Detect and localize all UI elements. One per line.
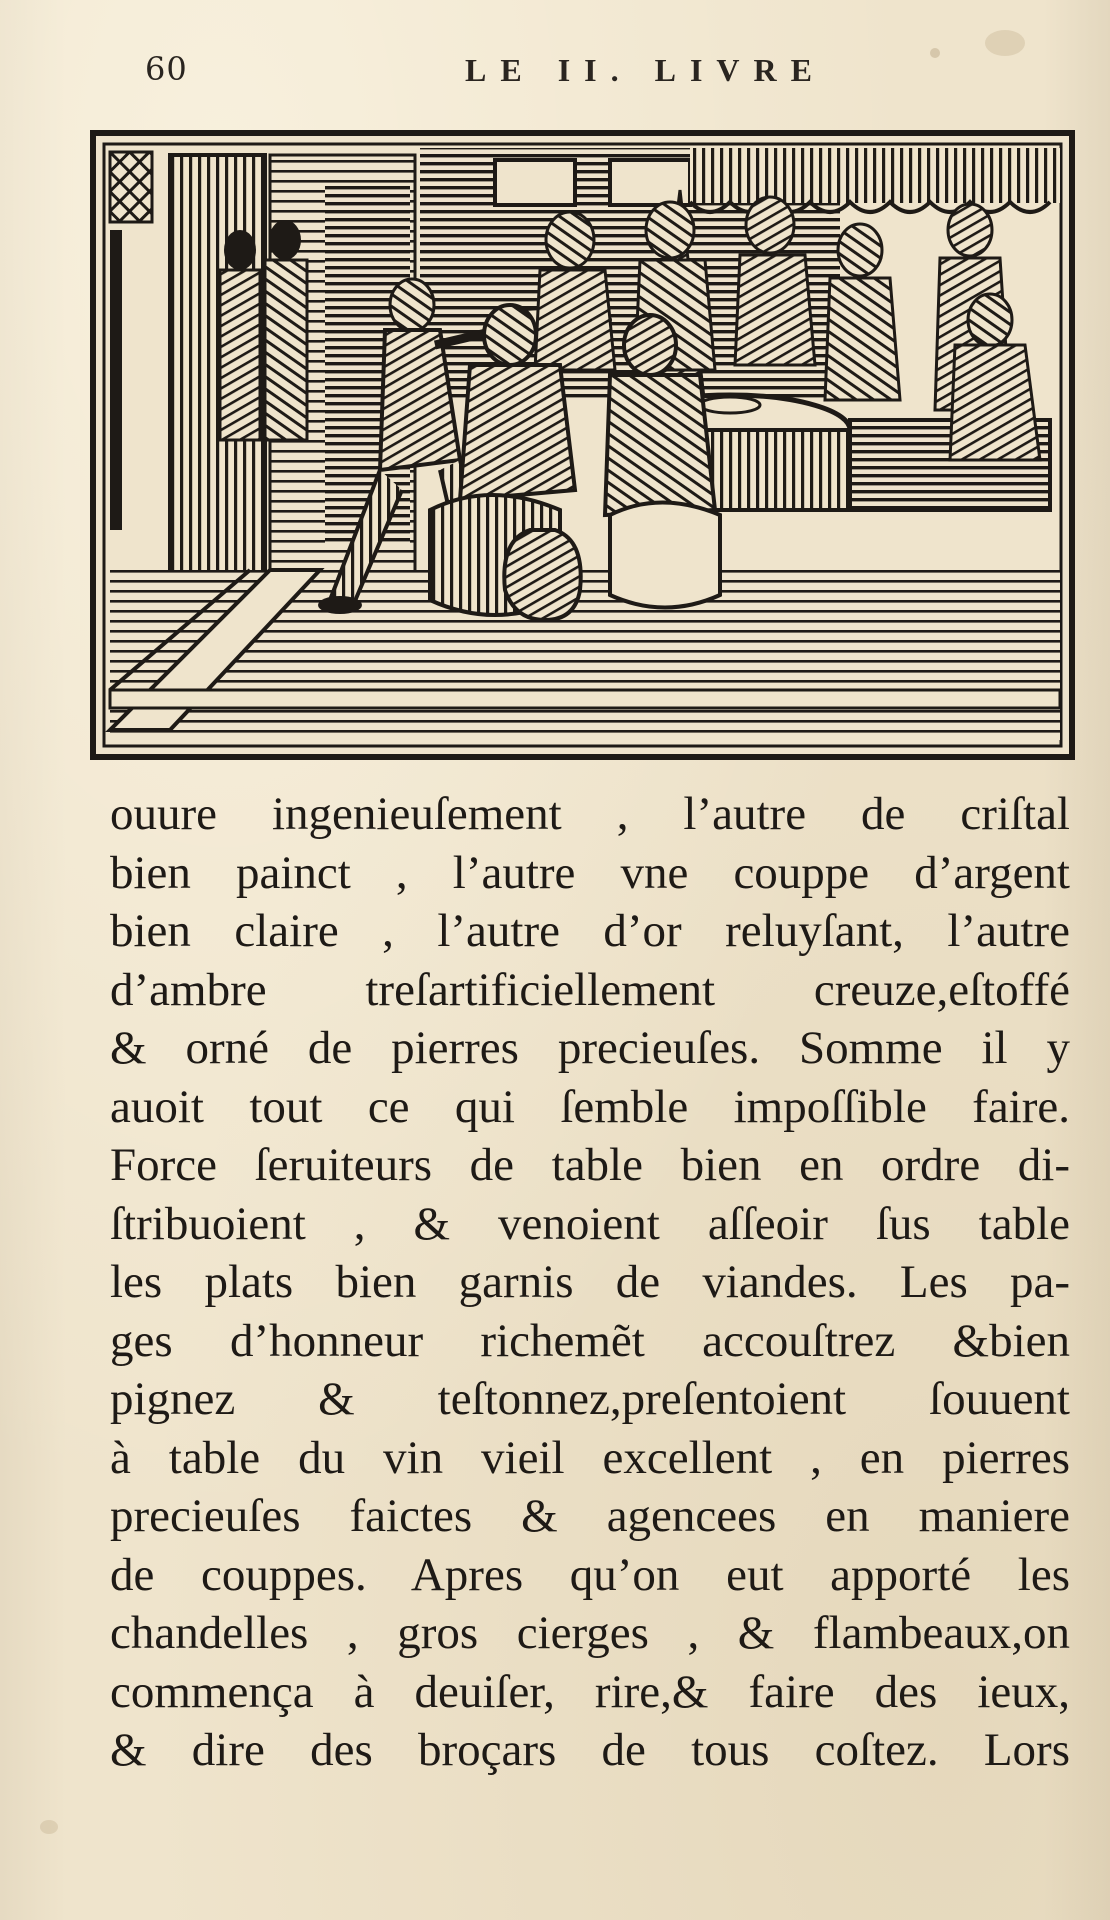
text-line: chandelles , gros cierges , & flambeaux,on (110, 1607, 1070, 1659)
banquet-woodcut-icon (90, 130, 1075, 760)
text-line: auoit tout ce qui ſemble impoſſible faire. (110, 1080, 1070, 1133)
text-line: bien claire , l’autre d’or reluyſant, l’autre (110, 905, 1070, 957)
text-line: bien painct , l’autre vne couppe d’argent (110, 846, 1070, 899)
text-line: ges d’honneur richemẽt accouſtrez &bien (110, 1314, 1070, 1367)
text-line: commença à deuiſer, rire,& faire des ieux, (110, 1665, 1070, 1718)
text-line: ouure ingenieuſement , l’autre de criſtal (110, 788, 1070, 840)
text-line: d’ambre treſartificiellement creuze,eſtoffé (110, 963, 1070, 1016)
running-title: LE II. LIVRE (465, 52, 826, 88)
text-line: & orné de pierres precieuſes. Somme il y (110, 1022, 1070, 1074)
running-head (145, 50, 865, 100)
foxing-spot (985, 30, 1025, 56)
page-number: 60 (145, 50, 188, 88)
text-line: de couppes. Apres qu’on eut apporté les (110, 1548, 1070, 1601)
body-text (110, 785, 1070, 1780)
text-line: pignez & teſtonnez,preſentoient ſouuent (110, 1373, 1070, 1425)
text-line: les plats bien garnis de viandes. Les pa- (110, 1256, 1070, 1308)
text-line: Force ſeruiteurs de table bien en ordre di- (110, 1139, 1070, 1191)
text-line: & dire des broçars de tous coſtez. Lors (110, 1724, 1070, 1776)
text-line: ſtribuoient , & venoient aſſeoir ſus table (110, 1197, 1070, 1250)
foxing-spot (40, 1820, 58, 1834)
foxing-spot (930, 48, 940, 58)
text-line: à table du vin vieil excellent , en pierres (110, 1431, 1070, 1484)
text-line: precieuſes faictes & agencees en maniere (110, 1490, 1070, 1542)
